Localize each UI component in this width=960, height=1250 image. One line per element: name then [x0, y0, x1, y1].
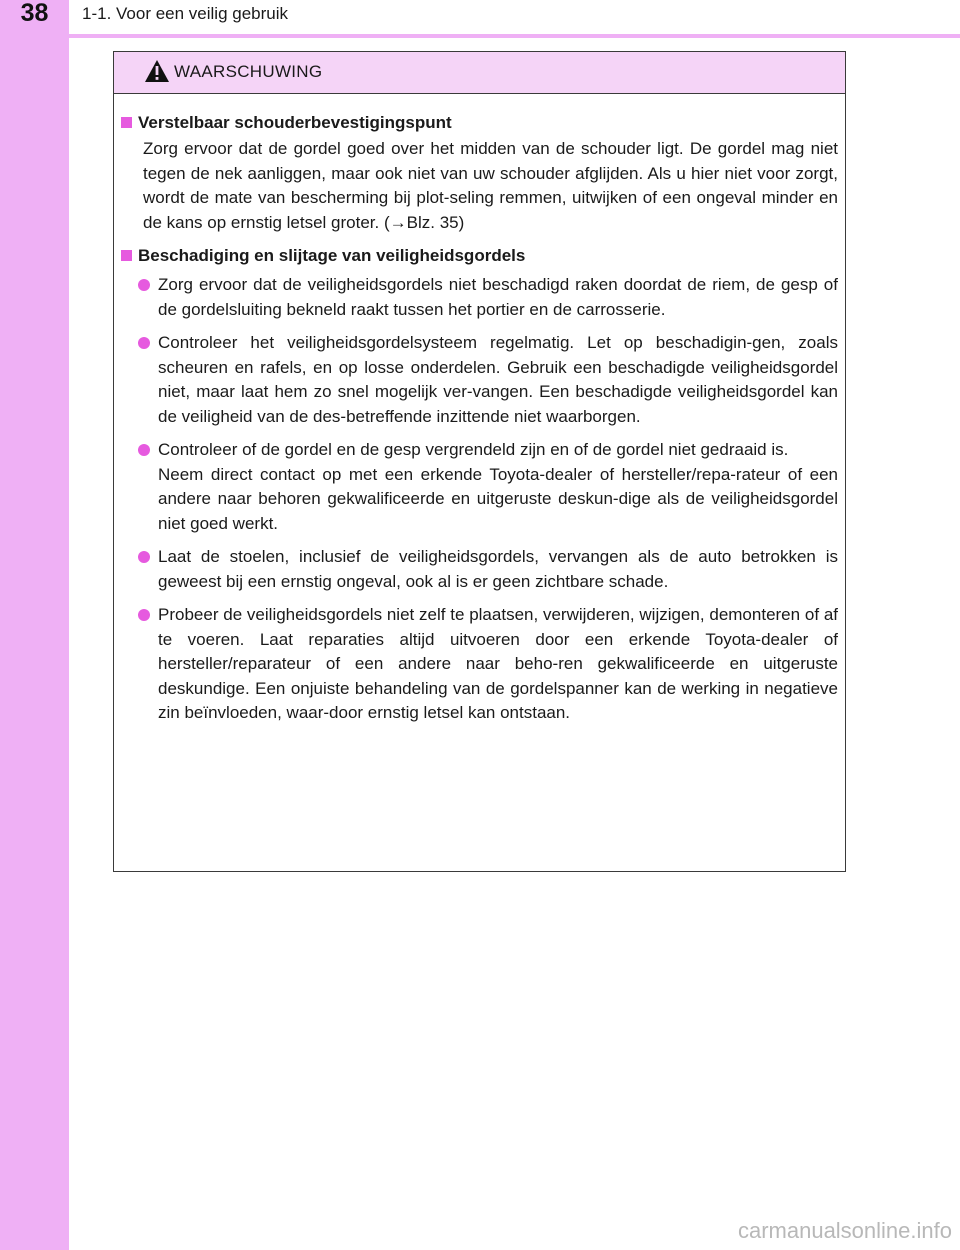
list-item	[138, 331, 838, 429]
section-heading-text: Verstelbaar schouderbevestigingspunt	[138, 113, 452, 132]
square-bullet-icon	[121, 250, 132, 261]
side-band	[0, 0, 69, 1250]
round-bullet-icon	[138, 444, 150, 456]
list-item-text: Laat de stoelen, inclusief de veiligheidsgordels, vervangen als de auto betrokken is geweest bij een ernstig ongeval, ook al is er geen zichtbare schade.	[158, 547, 838, 591]
list-item	[138, 603, 838, 726]
round-bullet-icon	[138, 609, 150, 621]
list-item-text	[158, 438, 838, 536]
list-item-text: Controleer het veiligheidsgordelsysteem regelmatig. Let op beschadigin-gen, zoals scheuren en rafels, en op losse onderdelen. Gebruik een beschadigde veiligheidsgordel niet, maar laat hem zo snel mogelijk ver-vangen. Een beschadigde veiligheidsgordel kan de veiligheid van de des-betreffende inzittende niet waarborgen.	[158, 333, 838, 426]
watermark: carmanualsonline.info	[737, 1218, 952, 1243]
warning-title: WAARSCHUWING	[174, 62, 323, 81]
list-item	[138, 545, 838, 594]
page-number: 38	[20, 0, 49, 27]
list-item-text: Probeer de veiligheidsgordels niet zelf te plaatsen, verwijderen, wijzigen, demonteren of af te voeren. Laat reparaties altijd uitvoeren door een erkende Toyota-dealer of hersteller/reparateur of een andere naar beho-ren gekwalificeerde en uitgeruste deskundige. Een onjuiste behandeling van de gordelspanner kan de werking in negatieve zin beïnvloeden, waar-door ernstig letsel kan ontstaan.	[158, 605, 838, 722]
list-item	[138, 273, 838, 322]
list-item	[138, 438, 838, 536]
warning-box	[113, 51, 846, 872]
list-item-line: Controleer of de gordel en de gesp vergrendeld zijn en of de gordel niet gedraaid is.	[158, 440, 789, 459]
list-item-continuation: Neem direct contact op met een erkende Toyota-dealer of hersteller/repa-rateur of een andere naar behoren gekwalificeerde en uitgeruste deskun-dige als de veiligheidsgordel niet goed werkt.	[158, 464, 838, 533]
section-heading-text: Beschadiging en slijtage van veiligheidsgordels	[138, 246, 526, 265]
warning-header	[114, 52, 845, 94]
round-bullet-icon	[138, 551, 150, 563]
section-paragraph: Zorg ervoor dat de gordel goed over het midden van de schouder ligt. De gordel mag niet tegen de nek aanliggen, maar ook niet van uw schouder afglijden. Als u hier niet voor zorgt, wordt de mate van bescherming bij plot-seling remmen, uitwijken of een ongeval minder en de kans op ernstig letsel groter. (→Blz. 35)	[143, 139, 838, 232]
square-bullet-icon	[121, 117, 132, 128]
section-title: 1-1. Voor een veilig gebruik	[82, 4, 289, 23]
warning-body	[114, 94, 845, 726]
header-rule	[69, 34, 960, 38]
list-item-text: Zorg ervoor dat de veiligheidsgordels niet beschadigd raken doordat de riem, de gesp of de gordelsluiting bekneld raakt tussen het portier en de carrosserie.	[158, 275, 838, 319]
warning-triangle-icon	[144, 59, 170, 83]
section-heading	[121, 111, 838, 135]
round-bullet-icon	[138, 337, 150, 349]
section-heading	[121, 244, 838, 268]
round-bullet-icon	[138, 279, 150, 291]
